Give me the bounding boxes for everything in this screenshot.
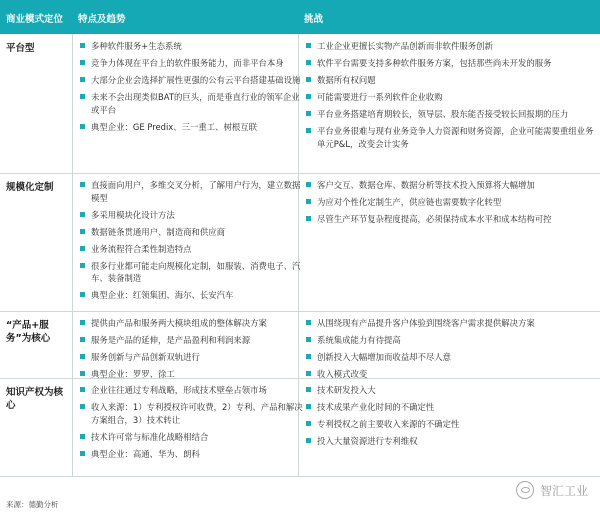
table-row-platform (0, 34, 600, 174)
list-item: 多采用模块化设计方法 (78, 209, 304, 222)
bullet-icon (306, 182, 311, 187)
bullet-icon (306, 438, 311, 443)
header-model: 商业模式定位 (6, 14, 64, 25)
bullet-icon (306, 337, 311, 342)
bullet-icon (306, 199, 311, 204)
bullet-icon (80, 212, 85, 217)
bullet-icon (306, 111, 311, 116)
list-item: 从围绕现有产品提升客户体验到围绕客户需求提供解决方案 (304, 317, 594, 330)
list-item: 专利授权之前主要收入来源的不确定性 (304, 418, 594, 431)
bullet-icon (306, 404, 311, 409)
list-item: 技术成果产业化时间的不确定性 (304, 401, 594, 414)
list-item: 工业企业更擅长实物产品创新而非软件服务创新 (304, 40, 594, 53)
watermark-text: 智汇工业 (539, 483, 588, 498)
row-title: 平台型 (6, 43, 35, 54)
list-item: 平台业务很难与现有业务竞争人力资源和财务资源，企业可能需要重组业务单元P&L，改变会计实务 (304, 125, 594, 150)
bullet-icon (306, 43, 311, 48)
list-item: 可能需要进行一系列软件企业收购 (304, 91, 594, 104)
challenge-list (304, 40, 594, 155)
list-item: 典型企业：罗罗、徐工 (78, 368, 304, 381)
trend-list (78, 40, 304, 138)
bullet-icon (306, 387, 311, 392)
list-item: 投入大量资源进行专利维权 (304, 435, 594, 448)
list-item: 典型企业：GE Predix、三一重工、树根互联 (78, 121, 304, 134)
bullet-icon (306, 320, 311, 325)
challenge-list (304, 179, 594, 230)
header-trends: 特点及趋势 (78, 14, 126, 25)
row-title: “产品+服务”为核心 (6, 320, 51, 344)
table-row-customization (0, 173, 600, 312)
bullet-icon (306, 77, 311, 82)
list-item: 未来不会出现类似BAT的巨头，而是垂直行业的领军企业或平台 (78, 91, 304, 116)
header-challenges: 挑战 (304, 14, 324, 25)
list-item: 平台业务搭建培育期较长，领导层、股东能否接受较长回报期的压力 (304, 108, 594, 121)
bullet-icon (80, 77, 85, 82)
list-item: 客户交互、数据仓库、数据分析等技术投入预算将大幅增加 (304, 179, 594, 192)
list-item: 技术研发投入大 (304, 384, 594, 397)
list-item: 收入模式改变 (304, 368, 594, 381)
source-note: 来源：德勤分析 (6, 500, 59, 509)
list-item: 服务是产品的延伸，是产品盈利和利润来源 (78, 334, 304, 347)
list-item: 多种软件服务+生态系统 (78, 40, 304, 53)
list-item: 服务创新与产品创新双轨进行 (78, 351, 304, 364)
list-item: 为应对个性化定制生产，供应链也需要数字化转型 (304, 196, 594, 209)
list-item: 数据链条贯通用户、制造商和供应商 (78, 226, 304, 239)
bullet-icon (306, 216, 311, 221)
list-item: 典型企业：高通、华为、朗科 (78, 448, 304, 461)
bullet-icon (306, 60, 311, 65)
list-item: 直接面向用户，多维交叉分析，了解用户行为，建立数据模型 (78, 179, 304, 204)
trend-list (78, 317, 304, 385)
bullet-icon (306, 354, 311, 359)
list-item: 提供由产品和服务两大模块组成的整体解决方案 (78, 317, 304, 330)
row-title: 知识产权为核心 (6, 387, 64, 411)
bullet-icon (80, 94, 85, 99)
bullet-icon (80, 354, 85, 359)
challenge-list (304, 384, 594, 452)
bullet-icon (80, 371, 85, 376)
bullet-icon (306, 371, 311, 376)
challenge-list (304, 317, 594, 385)
bullet-icon (80, 124, 85, 129)
bullet-icon (80, 451, 85, 456)
list-item: 很多行业都可能走向规模化定制，如服装、消费电子、汽车、装备制造 (78, 260, 304, 285)
list-item: 收入来源：1）专利授权许可收费，2）专利、产品和解决方案组合，3）技术转让 (78, 401, 304, 426)
trend-list (78, 179, 304, 306)
bullet-icon (80, 43, 85, 48)
bullet-icon (306, 128, 311, 133)
list-item: 系统集成能力有待提高 (304, 334, 594, 347)
bullet-icon (80, 404, 85, 409)
list-item: 创新投入大幅增加而收益却不尽人意 (304, 351, 594, 364)
watermark (516, 481, 588, 499)
list-item: 技术许可常与标准化战略相结合 (78, 431, 304, 444)
bullet-icon (80, 182, 85, 187)
list-item: 大部分企业会选择扩展性更强的公有云平台搭建基础设施 (78, 74, 304, 87)
bullet-icon (80, 263, 85, 268)
list-item: 软件平台需要支持多种软件服务方案，包括那些尚未开发的服务 (304, 57, 594, 70)
table-header (0, 0, 600, 34)
bullet-icon (80, 387, 85, 392)
list-item: 企业往往通过专利战略，形成技术壁垒占领市场 (78, 384, 304, 397)
bullet-icon (306, 94, 311, 99)
list-item: 尽管生产环节复杂程度提高，必须保持成本水平和成本结构可控 (304, 213, 594, 226)
bullet-icon (80, 246, 85, 251)
list-item: 竞争力体现在平台上的软件服务能力，而非平台本身 (78, 57, 304, 70)
bullet-icon (80, 229, 85, 234)
bullet-icon (80, 292, 85, 297)
wechat-logo-icon (516, 481, 534, 499)
table-row-product-service (0, 311, 600, 379)
list-item: 业务流程符合柔性制造特点 (78, 243, 304, 256)
bullet-icon (80, 337, 85, 342)
trend-list (78, 384, 304, 465)
bullet-icon (80, 320, 85, 325)
table-row-ip (0, 378, 600, 477)
list-item: 典型企业：红领集团、海尔、长安汽车 (78, 289, 304, 302)
row-title: 规模化定制 (6, 182, 54, 193)
bullet-icon (80, 60, 85, 65)
bullet-icon (306, 421, 311, 426)
list-item: 数据所有权问题 (304, 74, 594, 87)
bullet-icon (80, 434, 85, 439)
